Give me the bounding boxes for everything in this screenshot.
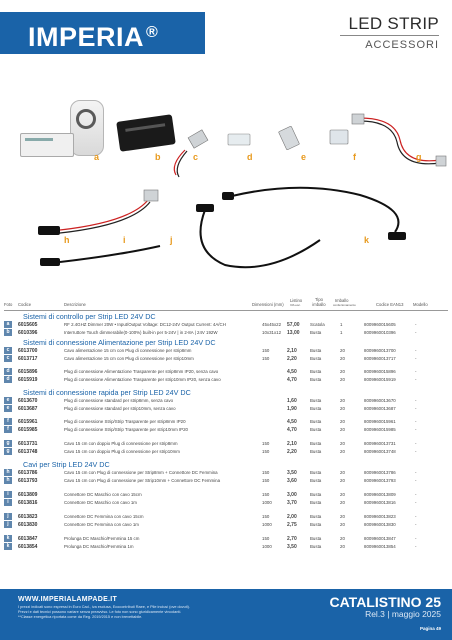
table-row: b 6010396 Interruttore Touch dimmerabile(0-100%) built-in per 5-24V | in 2-8A | 24V 192W 10x31x12 13,00 Busta 1 8009960010396 -: [4, 329, 448, 337]
table-row: f 6015985 Plug di connessione Strip/Strip Trasparente per strip10mm IP20 4,70 Busta 20 8009960015985 -: [4, 426, 448, 434]
col-description: Descrizione: [64, 302, 86, 307]
page-subtitle: ACCESSORI: [365, 39, 439, 51]
page-number: Pagina 49: [419, 626, 441, 631]
col-pack-type: Tipo imballo: [312, 297, 326, 307]
table-row: e 6013670 Plug di connessione standard per strip8mm, senza cavo 1,60 Busta 20 8009960013670 -: [4, 397, 448, 405]
footer-notes: [18, 605, 318, 621]
table-row: a 6015605 RF 2.4GHZ Dimmer 20W • Input/Output Voltage: DC12-24V Output Current: 4A/CH 45x45x22 57,00 Scatola 1 8009960015605 -: [4, 321, 448, 329]
col-price-note: IVA esc.: [290, 303, 301, 307]
table-header: [4, 290, 448, 311]
col-pack-qty: Imballo: [335, 298, 349, 303]
table-row: f 6015961 Plug di connessione Strip/Strip Trasparente per strip8mm IP20 4,50 Busta 20 8009960015961 -: [4, 418, 448, 426]
col-ean: Codice EAN13: [376, 302, 404, 307]
image-label-c: c: [193, 152, 199, 162]
image-label-h: h: [64, 235, 70, 245]
footer-note: Prezzi e dati tecnici possono variare senza preavviso. Le foto non sono giuridicamente vincolanti.: [18, 610, 182, 615]
col-code: Codice: [18, 302, 32, 307]
section-title-quick: Sistemi di connessione rapida per Strip LED 24V DC: [23, 388, 191, 397]
image-label-d: d: [247, 152, 253, 162]
table-row: k 6013854 Prolunga DC Maschio/Femmina 1m 1000 3,50 Busta 20 8009960013854 -: [4, 543, 448, 551]
image-label-j: j: [170, 235, 173, 245]
table-row: j 6013823 Connettore DC Femmina con cavo 15cm 150 2,00 Busta 20 8009960013823 -: [4, 513, 448, 521]
image-label-g: g: [416, 152, 422, 162]
image-label-e: e: [301, 152, 307, 162]
footer-note: I prezzi indicati sono espressi in Euro Cad., iva esclusa, Ecocontributi Raee, e Pile inclusi (ove dovuti).: [18, 605, 190, 609]
table-row: k 6013847 Prolunga DC Maschio/Femmina 15 cm 150 2,70 Busta 20 8009960013847 -: [4, 535, 448, 543]
image-label-k: k: [364, 235, 370, 245]
brand-name: IMPERIA: [28, 22, 145, 52]
image-label-a: a: [94, 152, 100, 162]
section-title-control: Sistemi di controllo per Strip LED 24V DC: [23, 312, 156, 321]
catalog-release: Rel.3 | maggio 2025: [365, 609, 441, 619]
table-row: d 6015919 Plug di connessione Alimentazione Trasparente per strip10mm IP20, senza cavo 4,70 Busta 20 8009960015919 -: [4, 376, 448, 384]
table-row: i 6013809 Connettore DC Maschio con cavo 15cm 150 3,00 Busta 20 8009960013809 -: [4, 491, 448, 499]
col-photo: Foto: [4, 302, 13, 307]
catalog-title: CATALISTINO 25: [329, 594, 441, 610]
section-title-power: Sistemi di connessione Alimentazione per Strip LED 24V DC: [23, 338, 216, 347]
image-label-b: b: [155, 152, 161, 162]
section-title-cables: Cavi per Strip LED 24V DC: [23, 460, 110, 469]
table-row: g 6013731 Cavo 15 cm con doppio Plug di connessione per strip8mm 150 2,10 Busta 20 8009960013731 -: [4, 440, 448, 448]
table-row: d 6015896 Plug di connessione Alimentazione Trasparente per strip8mm IP20, senza cavo 4,50 Busta 20 8009960015896 -: [4, 368, 448, 376]
website-link[interactable]: WWW.IMPERIALAMPADE.IT: [18, 596, 118, 603]
image-label-i: i: [123, 235, 126, 245]
cables-illustration: [0, 0, 452, 290]
table-row: i 6013816 Connettore DC Maschio con cavo 1m 1000 3,70 Busta 20 8009960013816 -: [4, 499, 448, 507]
table-row: j 6013830 Connettore DC Femmina con cavo 1m 1000 2,75 Busta 20 8009960013830 -: [4, 521, 448, 529]
col-model: Modello: [413, 302, 428, 307]
table-row: g 6013748 Cavo 15 cm con doppio Plug di connessione per strip10mm 150 2,20 Busta 20 8009960013748 -: [4, 448, 448, 456]
table-row: c 6013700 Cavo alimentazione 15 cm con Plug di connessione per strip8mm 150 2,10 Busta 20 8009960013700 -: [4, 347, 448, 355]
image-label-f: f: [353, 152, 356, 162]
col-dimensions: Dimensioni (mm): [252, 302, 284, 307]
col-pack-qty-note: confezionamento: [333, 303, 356, 307]
table-row: c 6013717 Cavo alimentazione 15 cm con Plug di connessione per strip10mm 150 2,20 Busta 20 8009960013717 -: [4, 355, 448, 363]
table-row: e 6013687 Plug di connessione standard per strip10mm, senza cavo 1,90 Busta 20 8009960013687 -: [4, 405, 448, 413]
registered-mark: ®: [146, 24, 159, 41]
footer-note: **Classe energetica riportata come da Reg. 2019/2015 e non brevettabile.: [18, 615, 143, 620]
page-title: LED STRIP: [348, 14, 439, 33]
table-row: h 6013793 Cavo 15 cm con Plug di connessione per Strip10mm + Connettore DC Femmina 150 3,60 Busta 20 8009960013793 -: [4, 477, 448, 485]
col-price: Listino: [290, 298, 303, 303]
page-footer: [0, 589, 452, 640]
table-row: h 6013786 Cavo 15 cm con Plug di connessione per Strip8mm + Connettore DC Femmina 150 3,50 Busta 20 8009960013786 -: [4, 469, 448, 477]
